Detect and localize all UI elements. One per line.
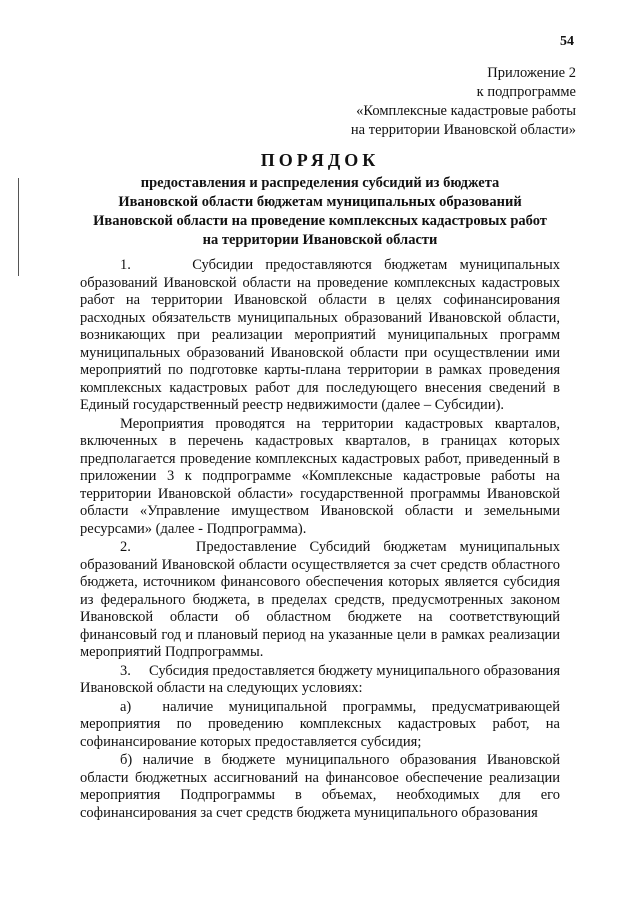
appendix-line: Приложение 2 [487,65,576,81]
subtitle-line: на территории Ивановской области [202,232,438,248]
page-number: 54 [560,34,574,49]
paragraph-4: 3. Субсидия предоставляется бюджету муниципального образования Ивановской области на следующих условиях: [80,662,560,696]
document-subtitle [60,174,580,250]
document-body [80,257,560,822]
appendix-line: «Комплексные кадастровые работы [356,103,576,119]
appendix-line: на территории Ивановской области» [350,122,576,138]
appendix-header [351,64,576,140]
document-title: ПОРЯДОК [260,150,380,170]
paragraph-6: б) наличие в бюджете муниципального образования Ивановской области бюджетных ассигнований на финансовое обеспечение реализации мероприятия Подпрограммы в объемах, необходимых для его софинансирования за счет средств бюджета муниципального образования [80,752,560,821]
subtitle-line: Ивановской области на проведение комплексных кадастровых работ [93,213,547,229]
subtitle-line: предоставления и распределения субсидий из бюджета [140,175,500,191]
appendix-line: к подпрограмме [476,84,576,100]
subtitle-line: Ивановской области бюджетам муниципальных образований [118,194,522,210]
paragraph-1: 1. Субсидии предоставляются бюджетам муниципальных образований Ивановской области на проведение комплексных кадастровых работ на территории Ивановской области в целях софинансирования расходных обязательств муниципальных образований Ивановской области, возникающих при реализации мероприятий муниципальных программ муниципальных образований Ивановской области при осуществлении ими мероприятий по подготовке карты-плана территории в рамках проведения комплексных кадастровых работ для последующего внесения сведений в Единый государственный реестр недвижимости (далее – Субсидии). [80,257,560,413]
paragraph-2: Мероприятия проводятся на территории кадастровых кварталов, включенных в перечень кадастровых кварталов, в границах которых предполагается проведение комплексных кадастровых работ, приведенный в приложении 3 к подпрограмме «Комплексные кадастровые работы на территории Ивановской области» государственной программы Ивановской области «Управление имуществом Ивановской области и земельными ресурсами» (далее - Подпрограмма). [80,415,560,537]
paragraph-3: 2. Предоставление Субсидий бюджетам муниципальных образований Ивановской области осуществляется за счет средств областного бюджета, источником финансового обеспечения которых является субсидия из федерального бюджета, в пределах средств, предусмотренных законом Ивановской области об областном бюджете на соответствующий финансовый год и плановый период на указанные цели в рамках реализации мероприятий Подпрограммы. [80,539,560,660]
paragraph-5: а) наличие муниципальной программы, предусматривающей мероприятия по проведению комплексных кадастровых работ, на софинансирование которых предоставляется субсидия; [80,698,560,750]
margin-rule [18,178,19,276]
